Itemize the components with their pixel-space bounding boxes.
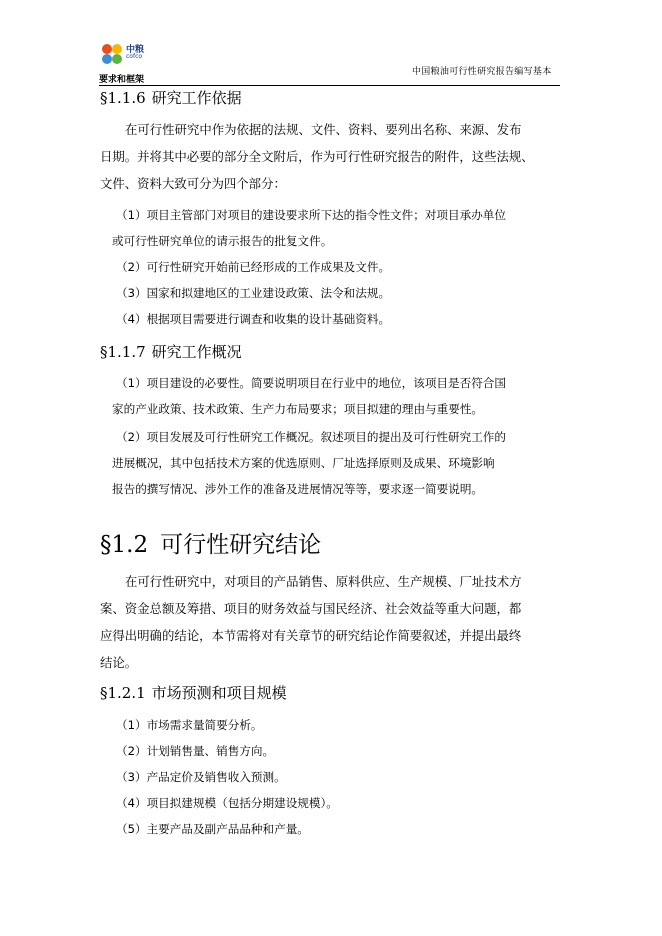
section-heading-1-2-1 (100, 683, 287, 703)
section-heading-1-1-6 (100, 88, 242, 108)
list-item-line: （1）项目建设的必要性。简要说明项目在行业中的地位，该项目是否符合国 (116, 376, 506, 390)
para-line: 案、资金总额及筹措、项目的财务效益与国民经济、社会效益等重大问题，都 (100, 601, 522, 616)
list-item: （4）根据项目需要进行调查和收集的设计基础资料。 (116, 312, 391, 326)
header-left-text: 要求和框架 (99, 75, 145, 85)
list-item-line: 或可行性研究单位的请示报告的批复文件。 (112, 234, 333, 248)
para-line: 应得出明确的结论，本节需将对有关章节的研究结论作简要叙述，并提出最终 (100, 628, 522, 643)
para-line: 结论。 (100, 655, 138, 670)
list-item: （1）市场需求量简要分析。 (116, 718, 263, 732)
para-line: 文件、资料大致可分为四个部分： (100, 176, 286, 191)
list-item: （5）主要产品及副产品品种和产量。 (116, 822, 309, 836)
section-heading-1-2 (100, 530, 321, 560)
logo-english-text: cofco (126, 53, 143, 60)
list-item-line: 报告的撰写情况、涉外工作的准备及进展情况等等，要求逐一简要说明。 (112, 482, 484, 496)
list-item-line: 家的产业政策、技术政策、生产力布局要求；项目拟建的理由与重要性。 (112, 402, 484, 416)
list-item-line: （1）项目主管部门对项目的建设要求所下达的指令性文件；对项目承办单位 (116, 208, 506, 222)
list-item (112, 202, 552, 254)
section-number: §1.2.1 (100, 684, 146, 702)
list-item: （3）国家和拟建地区的工业建设政策、法令和法规。 (116, 286, 391, 300)
list-item-line: 进展概况，其中包括技术方案的优选原则、厂址选择原则及成果、环境影响 (112, 456, 495, 470)
para-line: 在可行性研究中，对项目的产品销售、原料供应、生产规模、厂址技术方 (125, 574, 522, 589)
list-item: （3）产品定价及销售收入预测。 (116, 770, 286, 784)
list-item: （2）可行性研究开始前已经形成的工作成果及文件。 (116, 260, 391, 274)
list-item-line: （2）项目发展及可行性研究工作概况。叙述项目的提出及可行性研究工作的 (116, 430, 506, 444)
section-title: 可行性研究结论 (160, 532, 322, 558)
section-heading-1-1-7 (100, 342, 242, 362)
list-item: （2）计划销售量、销售方向。 (116, 744, 275, 758)
section-title: 研究工作概况 (151, 343, 242, 361)
para-line: 在可行性研究中作为依据的法规、文件、资料、要列出名称、来源、发布 (125, 122, 522, 137)
section-number: §1.1.6 (100, 89, 146, 107)
list-item (112, 424, 552, 502)
section-number: §1.2 (100, 532, 149, 558)
header-right-text: 中国粮油可行性研究报告编写基本 (412, 67, 552, 77)
paragraph-1-2 (100, 568, 550, 676)
list-item (112, 370, 552, 422)
section-title: 市场预测和项目规模 (151, 684, 287, 702)
para-line: 日期。并将其中必要的部分全文附后，作为可行性研究报告的附件，这些法规、 (100, 149, 534, 164)
list-item: （4）项目拟建规模（包括分期建设规模）。 (116, 796, 338, 810)
paragraph-1-1-6 (100, 116, 550, 197)
logo-chinese-text: 中粮 (126, 45, 145, 55)
section-number: §1.1.7 (100, 343, 146, 361)
section-title: 研究工作依据 (151, 89, 242, 107)
